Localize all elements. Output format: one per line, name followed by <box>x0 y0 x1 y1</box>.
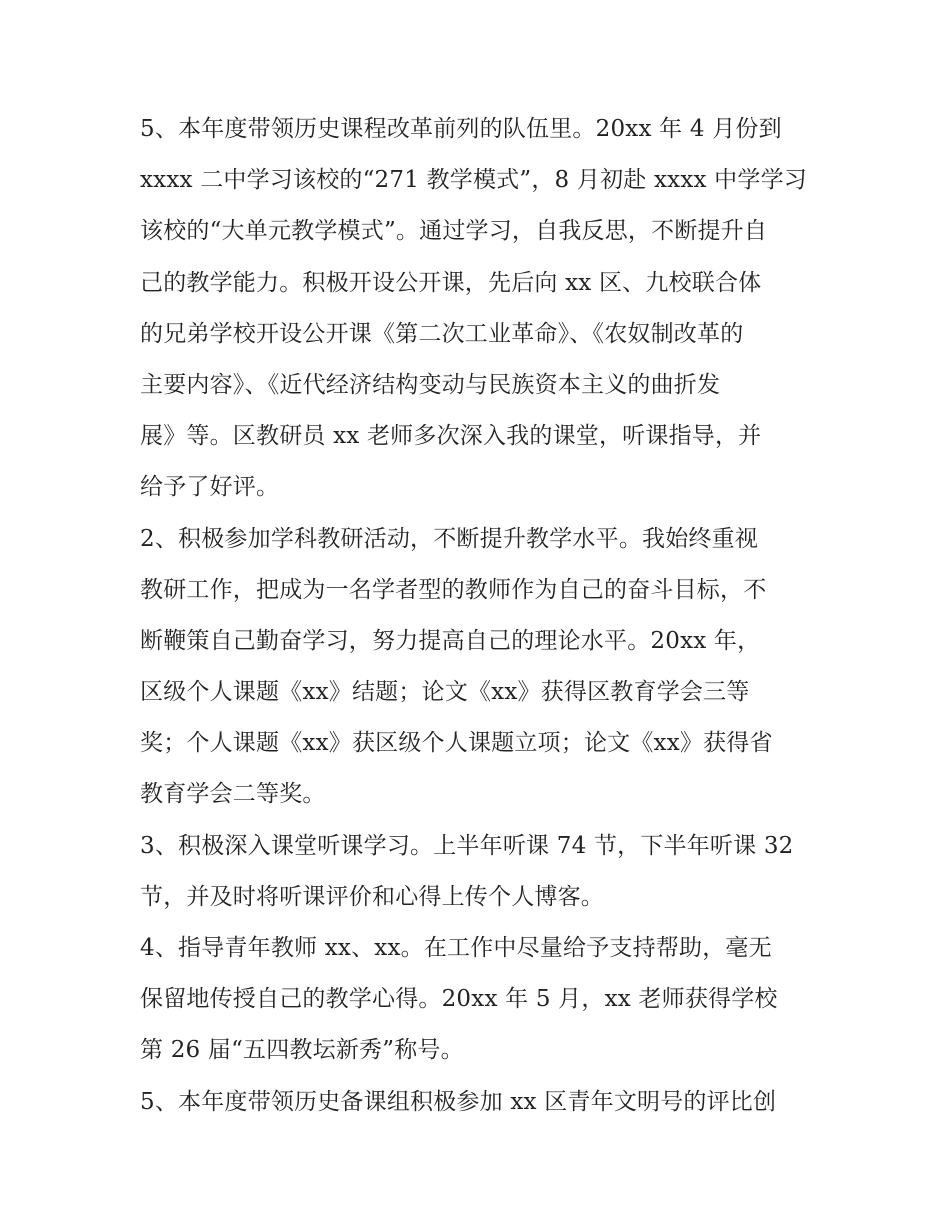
text-line: 5、本年度带领历史备课组积极参加 xx 区青年文明号的评比创 <box>140 1088 777 1115</box>
text-line: 断鞭策自己勤奋学习，努力提高自己的理论水平。20xx 年， <box>140 627 761 654</box>
document-body <box>140 104 812 1128</box>
text-line: 给予了好评。 <box>140 474 280 501</box>
text-line: xxxx 二中学习该校的“271 教学模式”，8 月初赴 xxxx 中学学习 <box>140 167 807 194</box>
text-line: 3、积极深入课堂听课学习。上半年听课 74 节，下半年听课 32 <box>140 832 794 859</box>
paragraph-mentoring <box>140 923 812 1077</box>
text-line: 己的教学能力。积极开设公开课，先后向 xx 区、九校联合体 <box>140 269 762 296</box>
text-line: 教育学会二等奖。 <box>140 781 326 808</box>
text-line: 5、本年度带领历史课程改革前列的队伍里。20xx 年 4 月份到 <box>140 116 782 142</box>
text-line: 区级个人课题《xx》结题；论文《xx》获得区教育学会三等 <box>140 679 750 706</box>
text-line: 展》等。区教研员 xx 老师多次深入我的课堂，听课指导，并 <box>140 423 762 450</box>
text-line: 该校的“大单元教学模式”。通过学习，自我反思，不断提升自 <box>140 218 768 245</box>
paragraph-research-activities <box>140 514 812 821</box>
text-line: 4、指导青年教师 xx、xx。在工作中尽量给予支持帮助，毫无 <box>140 935 772 961</box>
text-line: 教研工作，把成为一名学者型的教师作为自己的奋斗目标，不 <box>140 576 767 603</box>
paragraph-class-observation <box>140 821 812 923</box>
text-line: 奖；个人课题《xx》获区级个人课题立项；论文《xx》获得省 <box>140 730 773 757</box>
text-line: 第 26 届“五四教坛新秀”称号。 <box>140 1037 464 1064</box>
paragraph-youth-civilization <box>140 1077 812 1128</box>
text-line: 2、积极参加学科教研活动，不断提升教学水平。我始终重视 <box>140 525 759 552</box>
paragraph-curriculum-reform <box>140 104 812 514</box>
text-line: 的兄弟学校开设公开课《第二次工业革命》、《农奴制改革的 <box>140 320 744 347</box>
text-line: 节，并及时将听课评价和心得上传个人博客。 <box>140 883 604 910</box>
text-line: 保留地传授自己的教学心得。20xx 年 5 月，xx 老师获得学校 <box>140 986 778 1013</box>
text-line: 主要内容》、《近代经济结构变动与民族资本主义的曲折发 <box>140 371 721 398</box>
